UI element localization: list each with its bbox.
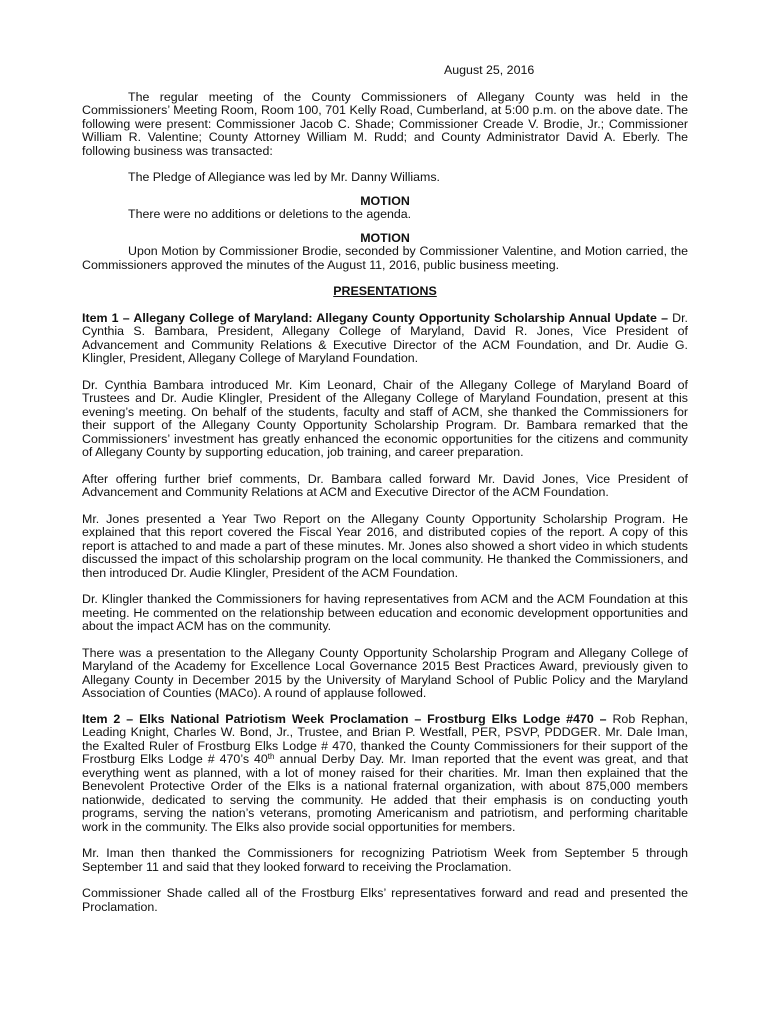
item-1-paragraph <box>82 312 688 366</box>
motion-heading-2: MOTION <box>360 230 410 245</box>
item-1-title: Item 1 – Allegany College of Maryland: Allegany County Opportunity Scholarship Annual Update – <box>82 310 668 325</box>
intro-paragraph: The regular meeting of the County Commissioners of Allegany County was held in the Commissioners’ Meeting Room, Room 100, 701 Kelly Road, Cumberland, at 5:00 p.m. on the above date. The following were present: Commissioner Jacob C. Shade; Commissioner Creade V. Brodie, Jr.; Commissioner William R. Valentine; County Attorney William M. Rudd; and County Administrator David A. Eberly. The following business was transacted: <box>82 89 688 158</box>
item-2-text-a: Rob Rephan, Leading Knight, Charles W. Bond, Jr., Trustee, and Brian P. Westfall, PER, PSVP, PDDGER. Mr. Dale Iman, the Exalted Ruler of Frostburg Elks Lodge # 470, thanked the County Commissioners for their support of the Frostburg Elks Lodge # 470’s 40 <box>82 711 688 766</box>
shade-paragraph: Commissioner Shade called all of the Frostburg Elks’ representatives forward and read and presented the Proclamation. <box>82 886 688 914</box>
presentations-heading: PRESENTATIONS <box>333 284 437 298</box>
item-2-title: Item 2 – Elks National Patriotism Week Proclamation – Frostburg Elks Lodge #470 – <box>82 711 607 726</box>
motion-heading-1: MOTION <box>360 193 410 208</box>
further-comments-paragraph: After offering further brief comments, Dr. Bambara called forward Mr. David Jones, Vice President of Advancement and Community Relations at ACM and Executive Director of the ACM Foundation. <box>82 471 688 499</box>
award-paragraph: There was a presentation to the Allegany County Opportunity Scholarship Program and Allegany College of Maryland of the Academy for Excellence Local Governance 2015 Best Practices Award, previously given to Allegany County in December 2015 by the University of Maryland School of Public Policy and the Maryland Association of Counties (MACo). A round of applause followed. <box>82 645 688 700</box>
motion-text-1: There were no additions or deletions to the agenda. <box>128 207 412 221</box>
klingler-paragraph: Dr. Klingler thanked the Commissioners for having representatives from ACM and the ACM Foundation at this meeting. He commented on the relationship between education and economic development opportunities and about the impact ACM has on the community. <box>82 592 688 633</box>
document-page <box>82 64 688 914</box>
item-2-superscript: th <box>267 752 275 761</box>
item-2-text-b: annual Derby Day. Mr. Iman reported that the event was great, and that everything went as planned, with a lot of money raised for their charities. Mr. Iman then explained that the Benevolent Protective Order of the Elks is a national fraternal organization, with about 875,000 members nationwide, dedicated to serving the community. He added that their emphasis is on conducting youth programs, serving the nation’s veterans, promoting Americanism and patriotism, and performing charitable work in the community. The Elks also provide social opportunities for members. <box>82 752 689 834</box>
bambara-paragraph: Dr. Cynthia Bambara introduced Mr. Kim Leonard, Chair of the Allegany College of Maryland Board of Trustees and Dr. Audie Klingler, President of the Allegany College of Maryland Foundation, present at this evening’s meeting. On behalf of the students, faculty and staff of ACM, she thanked the Commissioners for their support of the Allegany County Opportunity Scholarship Program. Dr. Bambara remarked that the Commissioners’ investment has greatly enhanced the economic opportunities for the citizens and community of Allegany County by supporting education, job training, and career preparation. <box>82 377 688 459</box>
motion-text-2: Upon Motion by Commissioner Brodie, seconded by Commissioner Valentine, and Motion carried, the Commissioners approved the minutes of the August 11, 2016, public business meeting. <box>82 244 688 272</box>
jones-paragraph: Mr. Jones presented a Year Two Report on the Allegany County Opportunity Scholarship Program. He explained that this report covered the Fiscal Year 2016, and distributed copies of the report. A copy of this report is attached to and made a part of these minutes. Mr. Jones also showed a short video in which students discussed the impact of this scholarship program on the local community. He thanked the Commissioners, and then introduced Dr. Audie Klingler, President of the ACM Foundation. <box>82 511 688 580</box>
iman-paragraph: Mr. Iman then thanked the Commissioners for recognizing Patriotism Week from September 5 through September 11 and said that they looked forward to receiving the Proclamation. <box>82 846 688 874</box>
item-2-paragraph <box>82 713 688 835</box>
item-1-text: Dr. Cynthia S. Bambara, President, Allegany College of Maryland, David R. Jones, Vice President of Advancement and Community Relations & Executive Director of the ACM Foundation, and Dr. Audie G. Klingler, President, Allegany College of Maryland Foundation. <box>82 310 688 365</box>
pledge-paragraph: The Pledge of Allegiance was led by Mr. Danny Williams. <box>128 170 440 184</box>
meeting-date: August 25, 2016 <box>444 63 535 77</box>
